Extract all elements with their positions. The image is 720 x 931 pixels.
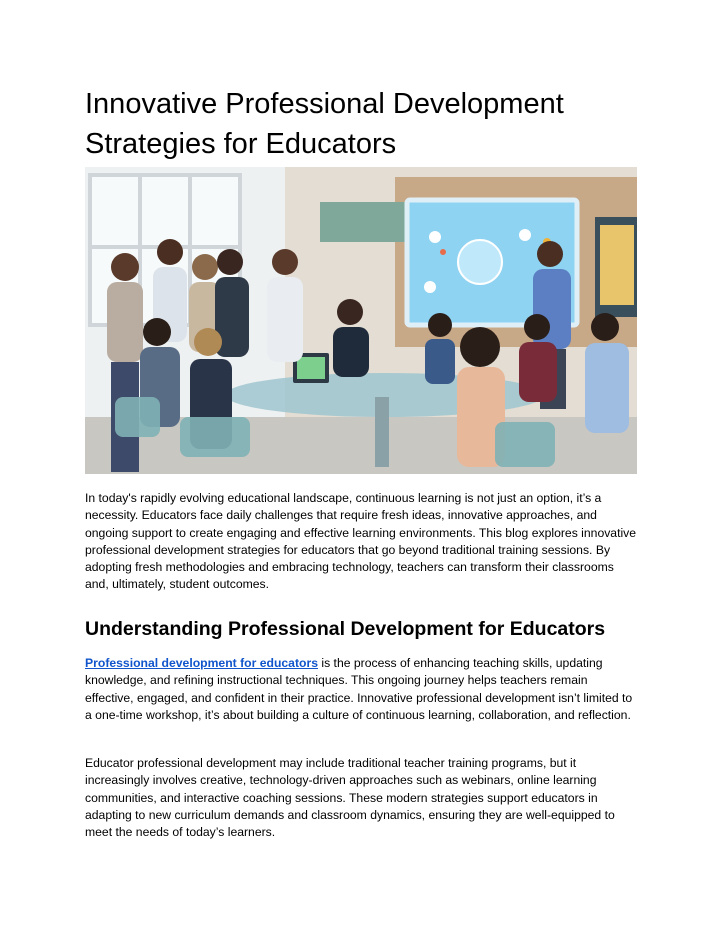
intro-paragraph xyxy=(85,490,637,594)
modern-strategies-text: Educator professional development may include traditional teacher training programs, but it increasingly involves creative, technology-driven approaches such as webinars, online learning communities, and interactive coaching sessions. These modern strategies support educators in adapting to new curriculum demands and classroom dynamics, ensuring they are well-equipped to meet the needs of today’s learners. xyxy=(85,756,615,840)
professional-development-link[interactable]: Professional development for educators xyxy=(85,656,318,670)
definition-paragraph xyxy=(85,655,637,724)
page-title: Innovative Professional Development Strategies for Educators xyxy=(85,88,564,160)
modern-strategies-paragraph xyxy=(85,755,637,841)
definition-text xyxy=(85,655,637,724)
intro-text: In today's rapidly evolving educational landscape, continuous learning is not just an option, it’s a necessity. Educators face daily challenges that require fresh ideas, innovative approaches, and ongoing support to create engaging and effective learning environments. This blog explores innovative professional development strategies for educators that go beyond traditional training sessions. By adopting fresh methodologies and embracing technology, teachers can transform their classrooms and, ultimately, student outcomes. xyxy=(85,491,637,592)
section-heading: Understanding Professional Development for Educators xyxy=(85,618,606,640)
hero-image xyxy=(85,167,637,474)
definition-rest: is the process of enhancing teaching skills, updating knowledge, and refining instructional techniques. This ongoing journey helps teachers remain effective, engaged, and confident in their practice. Innovative professional development isn’t limited to a one-time workshop, it’s about building a culture of continuous learning, collaboration, and reflection. xyxy=(85,656,633,722)
